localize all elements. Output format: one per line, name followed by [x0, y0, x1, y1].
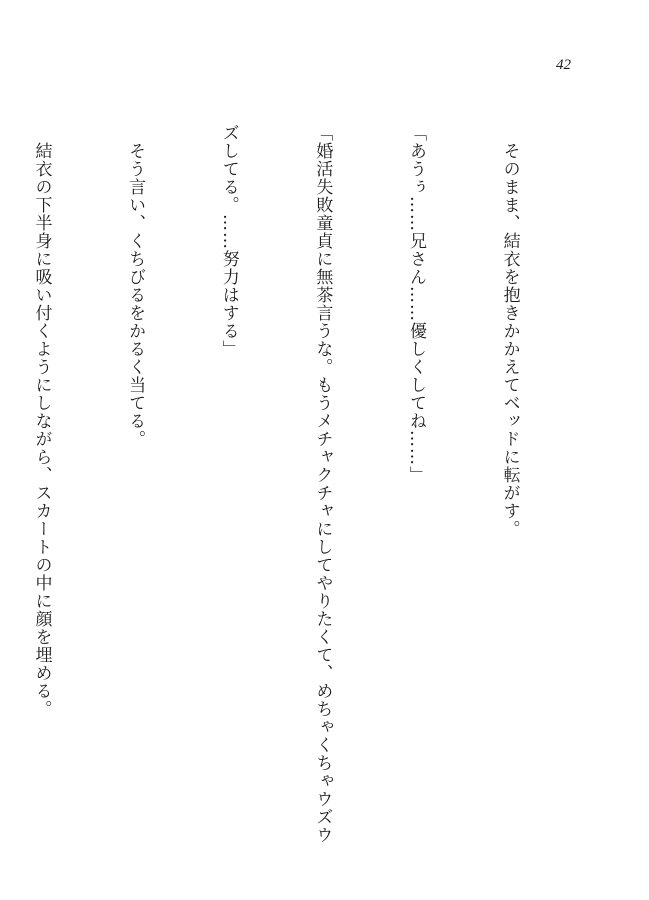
text-line: 「婚活失敗童貞に無茶言うな。もうメチャクチャにしてやりたくて、めちゃくちゃウズウ [312, 124, 333, 844]
text-line: そう言い、くちびるをかるく当てる。 [125, 124, 146, 448]
text-line: 結衣の下半身に吸い付くようにしながら、スカートの中に顔を埋める。 [31, 124, 52, 718]
text-line: ズしてる。……努力はする」 [218, 124, 239, 358]
text-line: そのまま、結衣を抱きかかえてベッドに転がす。 [499, 124, 520, 538]
page-number: 42 [556, 57, 571, 73]
text-line: 「あうぅ……兄さん……優しくしてね……」 [405, 124, 426, 484]
novel-text-body [0, 124, 587, 844]
